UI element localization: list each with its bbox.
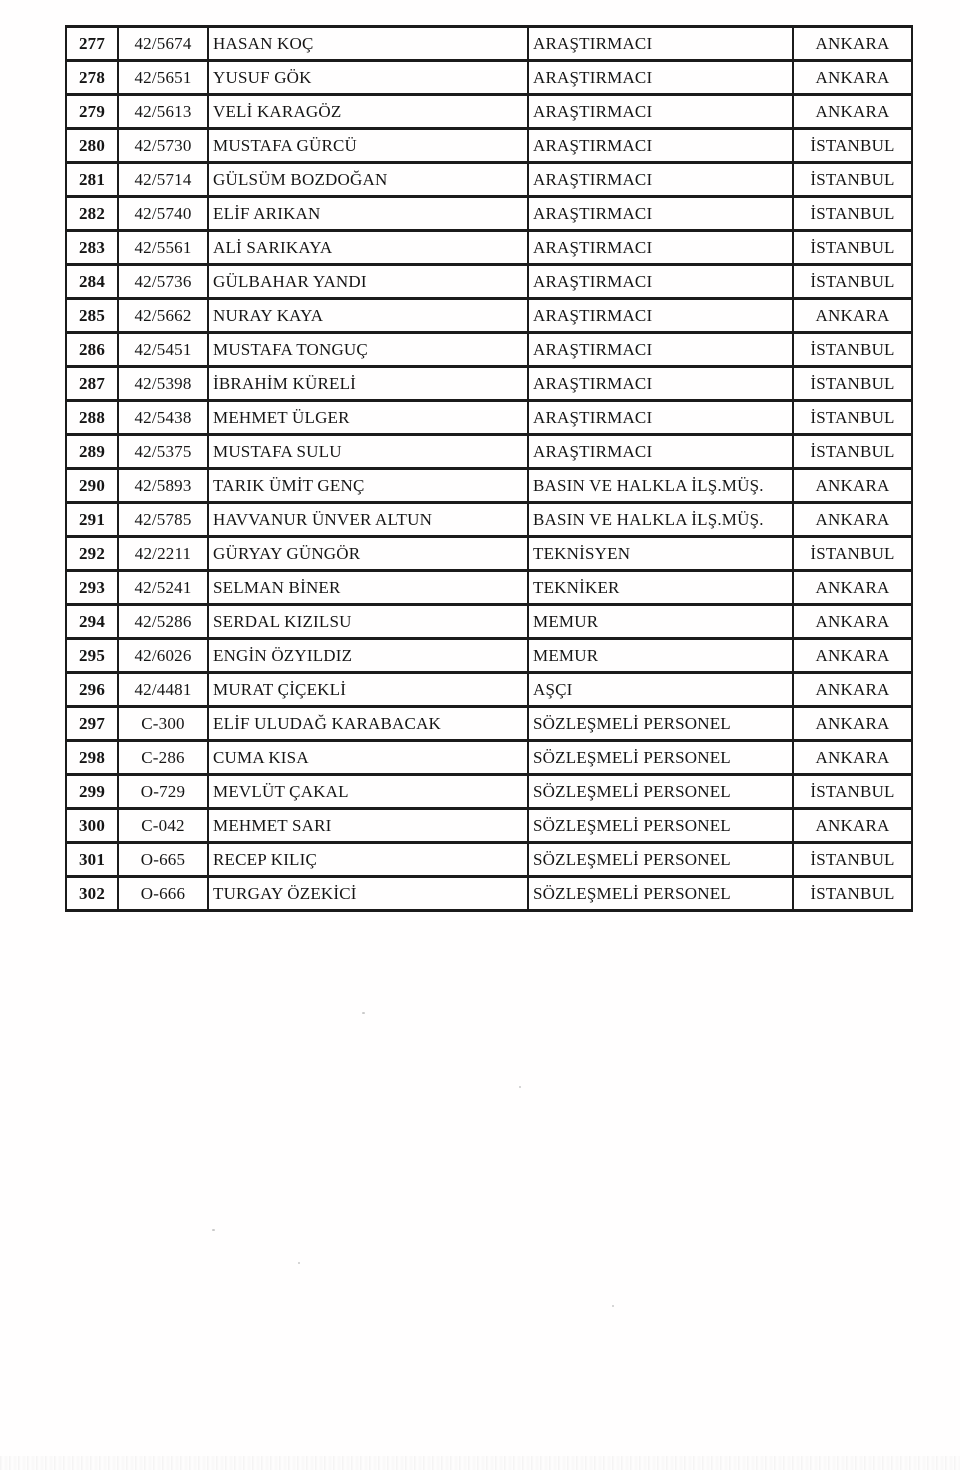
table-row bbox=[66, 367, 912, 401]
title-cell: ARAŞTIRMACI bbox=[528, 129, 793, 163]
city-cell: İSTANBUL bbox=[793, 775, 912, 809]
row-number-cell: 277 bbox=[66, 27, 118, 61]
city-cell: İSTANBUL bbox=[793, 265, 912, 299]
scan-speck bbox=[612, 1305, 614, 1307]
table-row bbox=[66, 741, 912, 775]
city-cell: İSTANBUL bbox=[793, 367, 912, 401]
name-cell: ELİF ULUDAĞ KARABACAK bbox=[208, 707, 528, 741]
row-number-cell: 299 bbox=[66, 775, 118, 809]
row-number-cell: 287 bbox=[66, 367, 118, 401]
table-row bbox=[66, 197, 912, 231]
registry-number-cell: O-666 bbox=[118, 877, 208, 911]
title-cell: ARAŞTIRMACI bbox=[528, 333, 793, 367]
row-number-cell: 301 bbox=[66, 843, 118, 877]
table-row bbox=[66, 639, 912, 673]
city-cell: İSTANBUL bbox=[793, 877, 912, 911]
table-row bbox=[66, 333, 912, 367]
table-row bbox=[66, 537, 912, 571]
title-cell: SÖZLEŞMELİ PERSONEL bbox=[528, 775, 793, 809]
row-number-cell: 298 bbox=[66, 741, 118, 775]
name-cell: GÜRYAY GÜNGÖR bbox=[208, 537, 528, 571]
title-cell: BASIN VE HALKLA İLŞ.MÜŞ. bbox=[528, 503, 793, 537]
registry-number-cell: 42/4481 bbox=[118, 673, 208, 707]
name-cell: SERDAL KIZILSU bbox=[208, 605, 528, 639]
registry-number-cell: 42/2211 bbox=[118, 537, 208, 571]
table-row bbox=[66, 61, 912, 95]
row-number-cell: 292 bbox=[66, 537, 118, 571]
row-number-cell: 293 bbox=[66, 571, 118, 605]
city-cell: İSTANBUL bbox=[793, 163, 912, 197]
title-cell: ARAŞTIRMACI bbox=[528, 265, 793, 299]
table-row bbox=[66, 435, 912, 469]
title-cell: BASIN VE HALKLA İLŞ.MÜŞ. bbox=[528, 469, 793, 503]
registry-number-cell: 42/5375 bbox=[118, 435, 208, 469]
table-row bbox=[66, 877, 912, 911]
row-number-cell: 302 bbox=[66, 877, 118, 911]
registry-number-cell: 42/5241 bbox=[118, 571, 208, 605]
registry-number-cell: 42/5662 bbox=[118, 299, 208, 333]
row-number-cell: 280 bbox=[66, 129, 118, 163]
table-row bbox=[66, 707, 912, 741]
row-number-cell: 290 bbox=[66, 469, 118, 503]
city-cell: ANKARA bbox=[793, 809, 912, 843]
city-cell: ANKARA bbox=[793, 741, 912, 775]
title-cell: MEMUR bbox=[528, 605, 793, 639]
city-cell: İSTANBUL bbox=[793, 129, 912, 163]
registry-number-cell: 42/6026 bbox=[118, 639, 208, 673]
table-row bbox=[66, 299, 912, 333]
name-cell: RECEP KILIÇ bbox=[208, 843, 528, 877]
table-row bbox=[66, 843, 912, 877]
table-row bbox=[66, 673, 912, 707]
name-cell: MEHMET ÜLGER bbox=[208, 401, 528, 435]
name-cell: GÜLSÜM BOZDOĞAN bbox=[208, 163, 528, 197]
row-number-cell: 297 bbox=[66, 707, 118, 741]
city-cell: ANKARA bbox=[793, 503, 912, 537]
name-cell: MUSTAFA SULU bbox=[208, 435, 528, 469]
table-row bbox=[66, 775, 912, 809]
name-cell: TURGAY ÖZEKİCİ bbox=[208, 877, 528, 911]
registry-number-cell: 42/5785 bbox=[118, 503, 208, 537]
city-cell: ANKARA bbox=[793, 469, 912, 503]
title-cell: ARAŞTIRMACI bbox=[528, 367, 793, 401]
name-cell: MUSTAFA TONGUÇ bbox=[208, 333, 528, 367]
name-cell: GÜLBAHAR YANDI bbox=[208, 265, 528, 299]
table-row bbox=[66, 503, 912, 537]
row-number-cell: 279 bbox=[66, 95, 118, 129]
table-row bbox=[66, 231, 912, 265]
scan-speck bbox=[298, 1262, 300, 1264]
table-row bbox=[66, 571, 912, 605]
registry-number-cell: 42/5736 bbox=[118, 265, 208, 299]
registry-number-cell: 42/5613 bbox=[118, 95, 208, 129]
registry-number-cell: C-300 bbox=[118, 707, 208, 741]
city-cell: İSTANBUL bbox=[793, 197, 912, 231]
city-cell: İSTANBUL bbox=[793, 401, 912, 435]
name-cell: TARIK ÜMİT GENÇ bbox=[208, 469, 528, 503]
name-cell: NURAY KAYA bbox=[208, 299, 528, 333]
name-cell: ENGİN ÖZYILDIZ bbox=[208, 639, 528, 673]
scan-edge-noise bbox=[0, 1456, 960, 1470]
name-cell: ELİF ARIKAN bbox=[208, 197, 528, 231]
row-number-cell: 289 bbox=[66, 435, 118, 469]
name-cell: CUMA KISA bbox=[208, 741, 528, 775]
name-cell: MEHMET SARI bbox=[208, 809, 528, 843]
city-cell: ANKARA bbox=[793, 673, 912, 707]
city-cell: ANKARA bbox=[793, 95, 912, 129]
city-cell: ANKARA bbox=[793, 27, 912, 61]
registry-number-cell: 42/5714 bbox=[118, 163, 208, 197]
title-cell: ARAŞTIRMACI bbox=[528, 299, 793, 333]
title-cell: ARAŞTIRMACI bbox=[528, 435, 793, 469]
name-cell: MEVLÜT ÇAKAL bbox=[208, 775, 528, 809]
title-cell: AŞÇI bbox=[528, 673, 793, 707]
name-cell: MURAT ÇİÇEKLİ bbox=[208, 673, 528, 707]
row-number-cell: 278 bbox=[66, 61, 118, 95]
city-cell: İSTANBUL bbox=[793, 231, 912, 265]
title-cell: SÖZLEŞMELİ PERSONEL bbox=[528, 741, 793, 775]
registry-number-cell: 42/5893 bbox=[118, 469, 208, 503]
city-cell: ANKARA bbox=[793, 61, 912, 95]
registry-number-cell: 42/5674 bbox=[118, 27, 208, 61]
personnel-table bbox=[65, 25, 913, 912]
title-cell: TEKNİKER bbox=[528, 571, 793, 605]
title-cell: ARAŞTIRMACI bbox=[528, 95, 793, 129]
registry-number-cell: 42/5730 bbox=[118, 129, 208, 163]
city-cell: ANKARA bbox=[793, 639, 912, 673]
scan-speck bbox=[212, 1229, 215, 1231]
title-cell: ARAŞTIRMACI bbox=[528, 163, 793, 197]
row-number-cell: 295 bbox=[66, 639, 118, 673]
name-cell: ALİ SARIKAYA bbox=[208, 231, 528, 265]
title-cell: ARAŞTIRMACI bbox=[528, 61, 793, 95]
title-cell: ARAŞTIRMACI bbox=[528, 197, 793, 231]
registry-number-cell: C-042 bbox=[118, 809, 208, 843]
name-cell: VELİ KARAGÖZ bbox=[208, 95, 528, 129]
personnel-table-body bbox=[66, 27, 912, 911]
row-number-cell: 291 bbox=[66, 503, 118, 537]
city-cell: İSTANBUL bbox=[793, 435, 912, 469]
name-cell: HASAN KOÇ bbox=[208, 27, 528, 61]
title-cell: SÖZLEŞMELİ PERSONEL bbox=[528, 843, 793, 877]
row-number-cell: 300 bbox=[66, 809, 118, 843]
row-number-cell: 286 bbox=[66, 333, 118, 367]
scan-speck bbox=[362, 1012, 365, 1014]
name-cell: MUSTAFA GÜRCÜ bbox=[208, 129, 528, 163]
title-cell: SÖZLEŞMELİ PERSONEL bbox=[528, 707, 793, 741]
registry-number-cell: O-729 bbox=[118, 775, 208, 809]
table-row bbox=[66, 809, 912, 843]
table-row bbox=[66, 129, 912, 163]
city-cell: ANKARA bbox=[793, 299, 912, 333]
registry-number-cell: 42/5286 bbox=[118, 605, 208, 639]
table-row bbox=[66, 401, 912, 435]
title-cell: SÖZLEŞMELİ PERSONEL bbox=[528, 877, 793, 911]
registry-number-cell: 42/5561 bbox=[118, 231, 208, 265]
table-row bbox=[66, 95, 912, 129]
registry-number-cell: 42/5451 bbox=[118, 333, 208, 367]
row-number-cell: 283 bbox=[66, 231, 118, 265]
table-row bbox=[66, 469, 912, 503]
table-row bbox=[66, 27, 912, 61]
row-number-cell: 285 bbox=[66, 299, 118, 333]
title-cell: TEKNİSYEN bbox=[528, 537, 793, 571]
title-cell: SÖZLEŞMELİ PERSONEL bbox=[528, 809, 793, 843]
scan-speck bbox=[519, 1086, 521, 1088]
table-row bbox=[66, 605, 912, 639]
row-number-cell: 282 bbox=[66, 197, 118, 231]
city-cell: İSTANBUL bbox=[793, 537, 912, 571]
city-cell: ANKARA bbox=[793, 571, 912, 605]
registry-number-cell: C-286 bbox=[118, 741, 208, 775]
row-number-cell: 281 bbox=[66, 163, 118, 197]
title-cell: ARAŞTIRMACI bbox=[528, 27, 793, 61]
registry-number-cell: 42/5740 bbox=[118, 197, 208, 231]
row-number-cell: 288 bbox=[66, 401, 118, 435]
title-cell: ARAŞTIRMACI bbox=[528, 231, 793, 265]
row-number-cell: 294 bbox=[66, 605, 118, 639]
registry-number-cell: O-665 bbox=[118, 843, 208, 877]
city-cell: İSTANBUL bbox=[793, 843, 912, 877]
row-number-cell: 296 bbox=[66, 673, 118, 707]
name-cell: İBRAHİM KÜRELİ bbox=[208, 367, 528, 401]
name-cell: SELMAN BİNER bbox=[208, 571, 528, 605]
title-cell: MEMUR bbox=[528, 639, 793, 673]
table-row bbox=[66, 265, 912, 299]
title-cell: ARAŞTIRMACI bbox=[528, 401, 793, 435]
name-cell: YUSUF GÖK bbox=[208, 61, 528, 95]
name-cell: HAVVANUR ÜNVER ALTUN bbox=[208, 503, 528, 537]
city-cell: ANKARA bbox=[793, 605, 912, 639]
row-number-cell: 284 bbox=[66, 265, 118, 299]
table-row bbox=[66, 163, 912, 197]
city-cell: İSTANBUL bbox=[793, 333, 912, 367]
city-cell: ANKARA bbox=[793, 707, 912, 741]
registry-number-cell: 42/5398 bbox=[118, 367, 208, 401]
registry-number-cell: 42/5438 bbox=[118, 401, 208, 435]
registry-number-cell: 42/5651 bbox=[118, 61, 208, 95]
